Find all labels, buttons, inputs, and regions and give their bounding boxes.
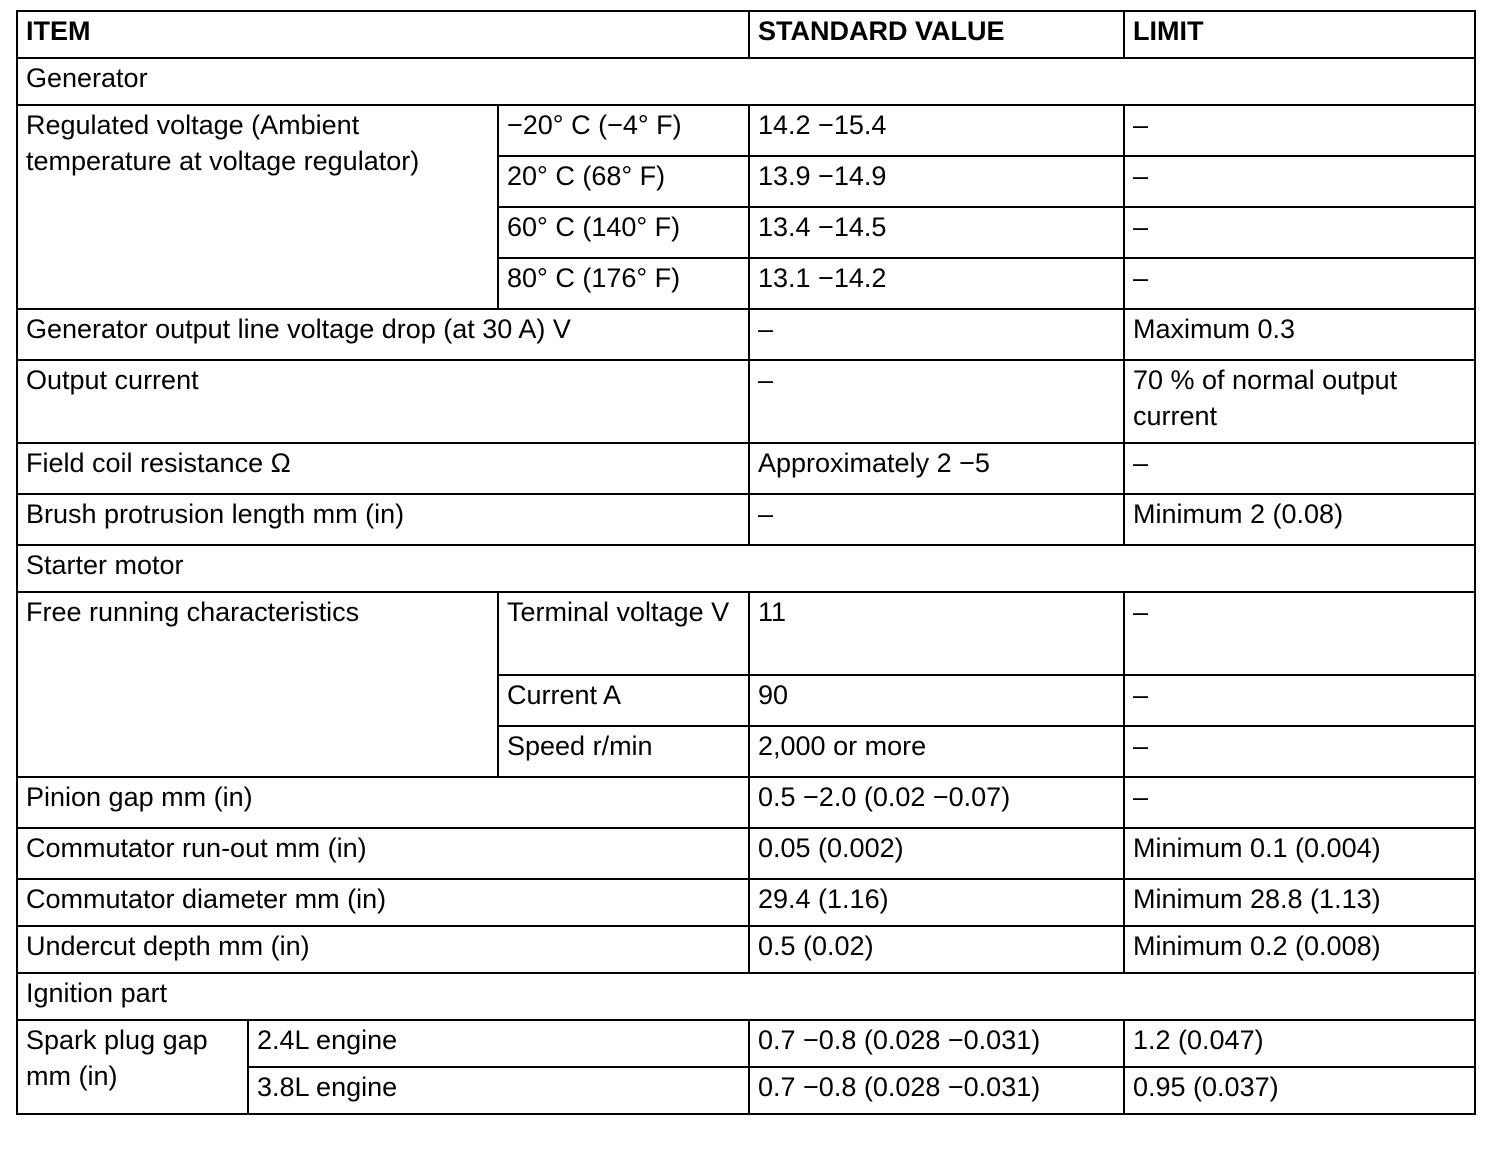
standard-value-cell: 11 [749,592,1124,675]
section-row-generator [17,58,1475,105]
section-title-generator: Generator [17,58,1475,105]
table-row [17,592,1475,675]
condition-cell: 20° C (68° F) [498,156,749,207]
table-row [17,1020,1475,1067]
item-cell: Commutator diameter mm (in) [17,879,749,926]
engine-cell: 3.8L engine [248,1067,749,1114]
limit-cell: – [1124,443,1475,494]
limit-cell: 70 % of normal output current [1124,360,1475,443]
table-row [17,926,1475,973]
item-cell: Output current [17,360,749,443]
standard-value-cell: 0.7 −0.8 (0.028 −0.031) [749,1020,1124,1067]
limit-cell: 0.95 (0.037) [1124,1067,1475,1114]
standard-value-cell: 0.05 (0.002) [749,828,1124,879]
table-row [17,105,1475,156]
table-row [17,828,1475,879]
standard-value-cell: 90 [749,675,1124,726]
condition-cell: Speed r/min [498,726,749,777]
limit-cell: Minimum 2 (0.08) [1124,494,1475,545]
section-row-ignition-part [17,973,1475,1020]
table-row [17,443,1475,494]
limit-cell: – [1124,156,1475,207]
standard-value-cell: 29.4 (1.16) [749,879,1124,926]
table-row [17,309,1475,360]
standard-value-cell: 14.2 −15.4 [749,105,1124,156]
standard-value-cell: – [749,360,1124,443]
standard-value-cell: 0.5 (0.02) [749,926,1124,973]
limit-cell: – [1124,726,1475,777]
section-title-ignition-part: Ignition part [17,973,1475,1020]
condition-cell: 80° C (176° F) [498,258,749,309]
standard-value-cell: 0.7 −0.8 (0.028 −0.031) [749,1067,1124,1114]
limit-cell: – [1124,105,1475,156]
condition-cell: Terminal voltage V [498,592,749,675]
standard-value-cell: Approximately 2 −5 [749,443,1124,494]
specification-table [16,10,1476,1115]
limit-cell: Minimum 0.1 (0.004) [1124,828,1475,879]
free-running-label: Free running characteristics [17,592,498,777]
engine-cell: 2.4L engine [248,1020,749,1067]
limit-cell: – [1124,258,1475,309]
table-row [17,879,1475,926]
limit-cell: – [1124,207,1475,258]
item-cell: Generator output line voltage drop (at 30 A) V [17,309,749,360]
limit-cell: – [1124,777,1475,828]
header-limit: LIMIT [1124,11,1475,58]
item-cell: Commutator run-out mm (in) [17,828,749,879]
item-cell: Undercut depth mm (in) [17,926,749,973]
standard-value-cell: 13.4 −14.5 [749,207,1124,258]
condition-cell: −20° C (−4° F) [498,105,749,156]
table-row [17,494,1475,545]
section-row-starter-motor [17,545,1475,592]
item-cell: Brush protrusion length mm (in) [17,494,749,545]
limit-cell: – [1124,675,1475,726]
standard-value-cell: 13.9 −14.9 [749,156,1124,207]
standard-value-cell: – [749,494,1124,545]
header-item: ITEM [17,11,749,58]
condition-cell: Current A [498,675,749,726]
regulated-voltage-label: Regulated voltage (Ambient temperature at voltage regulator) [17,105,498,309]
limit-cell: Minimum 0.2 (0.008) [1124,926,1475,973]
standard-value-cell: 13.1 −14.2 [749,258,1124,309]
condition-cell: 60° C (140° F) [498,207,749,258]
item-cell: Field coil resistance Ω [17,443,749,494]
limit-cell: – [1124,592,1475,675]
limit-cell: 1.2 (0.047) [1124,1020,1475,1067]
header-standard-value: STANDARD VALUE [749,11,1124,58]
table-row [17,777,1475,828]
spark-plug-gap-label: Spark plug gap mm (in) [17,1020,248,1114]
limit-cell: Maximum 0.3 [1124,309,1475,360]
standard-value-cell: 0.5 −2.0 (0.02 −0.07) [749,777,1124,828]
table-row [17,360,1475,443]
item-cell: Pinion gap mm (in) [17,777,749,828]
limit-cell: Minimum 28.8 (1.13) [1124,879,1475,926]
header-row [17,11,1475,58]
section-title-starter-motor: Starter motor [17,545,1475,592]
standard-value-cell: 2,000 or more [749,726,1124,777]
standard-value-cell: – [749,309,1124,360]
